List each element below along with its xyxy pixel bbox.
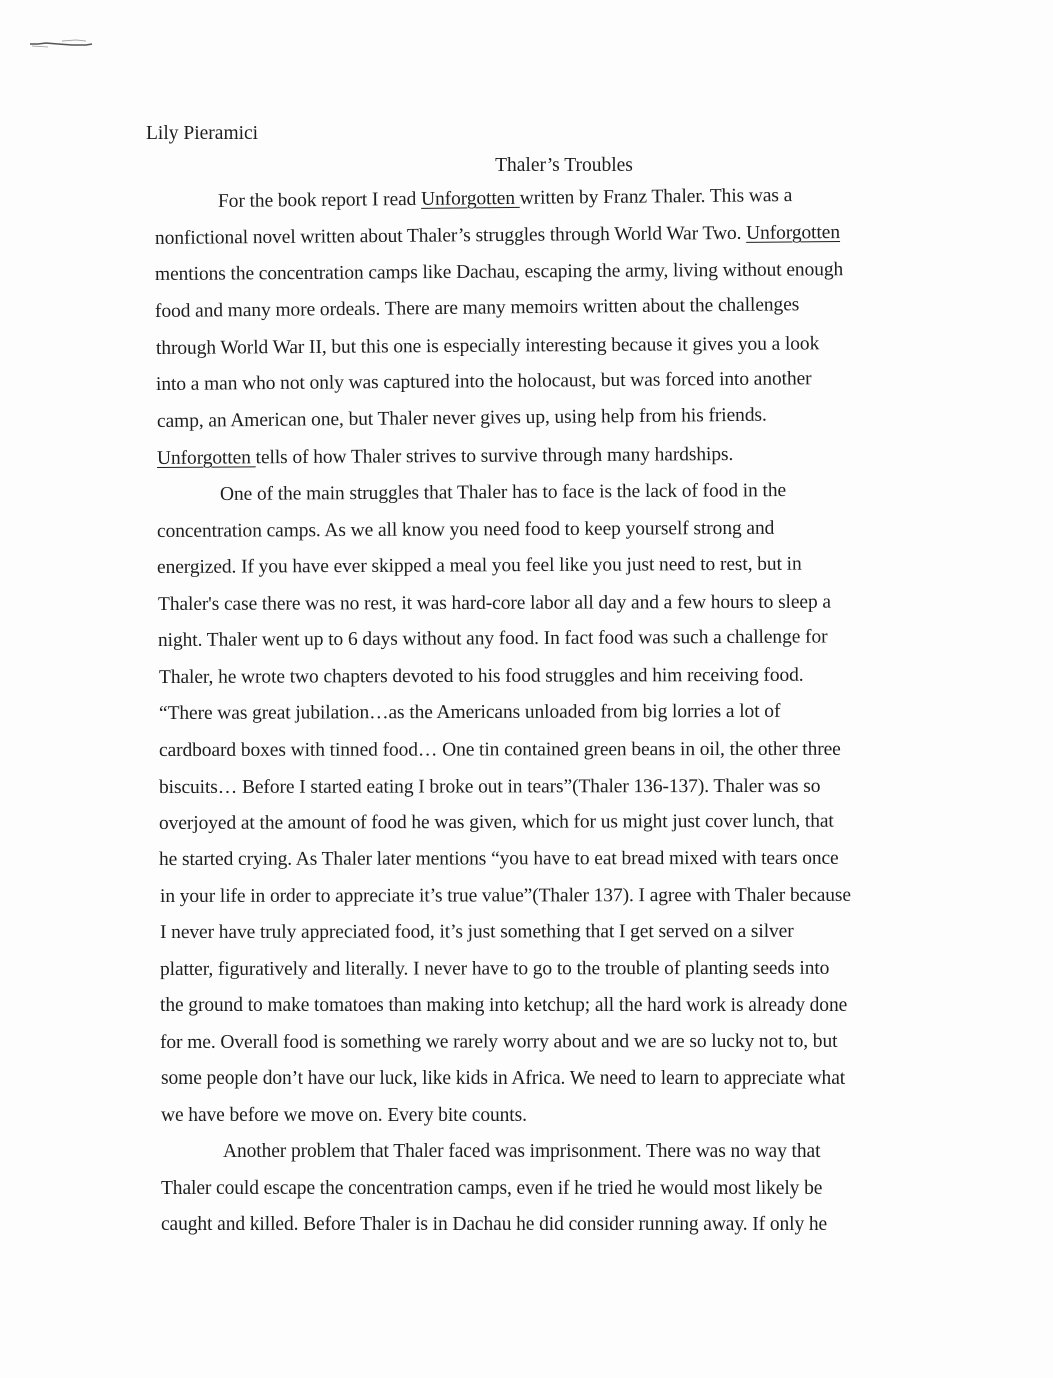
text-line [155, 258, 843, 287]
text-line [159, 738, 841, 763]
text-segment: night. Thaler went up to 6 days without any food. In fact food was such a challenge for [157, 626, 828, 651]
text-line [159, 810, 834, 836]
text-segment: biscuits… Before I started eating I broke out in tears”(Thaler 136-137). Thaler was so [158, 775, 821, 798]
text-segment: Thaler, he wrote two chapters devoted to his food struggles and him receiving food. [158, 664, 804, 688]
text-line [161, 1213, 827, 1237]
text-line [218, 184, 792, 214]
text-line [159, 775, 820, 800]
text-segment: for me. Overall food is something we rarely worry about and we are so lucky not to, but [159, 1030, 838, 1053]
author-name: Lily Pieramici [146, 123, 259, 144]
text-segment: “There was great jubilation…as the Americans unloaded from big lorries a lot of [158, 700, 781, 724]
text-line [161, 1177, 822, 1201]
text-line [161, 1067, 845, 1091]
text-line [160, 957, 829, 982]
text-line [160, 994, 847, 1018]
text-segment: food and many more ordeals. There are many memoirs written about the challenges [154, 294, 800, 322]
text-segment: tells of how Thaler strives to survive through many hardships. [255, 443, 734, 469]
text-line [157, 517, 774, 544]
text-line [159, 664, 804, 690]
text-segment: Another problem that Thaler faced was imprisonment. There was no way that [223, 1141, 821, 1162]
text-segment: some people don’t have our luck, like kids in Africa. We need to learn to appreciate what [161, 1068, 846, 1089]
text-segment: he started crying. As Thaler later mentions “you have to eat bread mixed with tears once [158, 847, 839, 870]
text-segment: the ground to make tomatoes than making into ketchup; all the hard work is already done [160, 995, 848, 1016]
text-line [155, 221, 840, 251]
text-segment: camp, an American one, but Thaler never gives up, using help from his friends. [156, 404, 767, 432]
text-segment: I never have truly appreciated food, it’s just something that I get served on a silver [159, 920, 794, 943]
text-segment: through World War II, but this one is especially interesting because it gives you a look [155, 333, 820, 359]
text-segment: nonfictional novel written about Thaler’s struggles through World War Two. [154, 222, 747, 249]
text-segment: energized. If you have ever skipped a meal you feel like you just need to rest, but in [156, 553, 802, 578]
underlined-book-title: Unforgotten [156, 447, 256, 469]
text-segment: mentions the concentration camps like Dachau, escaping the army, living without enough [154, 259, 844, 285]
text-line [156, 367, 812, 397]
text-segment: into a man who not only was captured into the holocaust, but was forced into another [155, 368, 812, 395]
text-segment: caught and killed. Before Thaler is in Dachau he did consider running away. If only he [161, 1214, 828, 1235]
text-segment: we have before we move on. Every bite counts. [161, 1105, 527, 1126]
text-segment: For the book report I read [217, 188, 422, 212]
text-segment: Thaler could escape the concentration camps, even if he tried he would most likely be [161, 1178, 823, 1199]
text-line [158, 625, 828, 653]
text-line [156, 332, 819, 361]
text-line [157, 443, 733, 471]
text-line [158, 591, 831, 617]
text-line [160, 884, 851, 909]
text-line [157, 404, 767, 434]
text-line [159, 700, 780, 726]
text-line [160, 920, 794, 945]
text-line [220, 479, 786, 507]
text-segment: cardboard boxes with tinned food… One tin contained green beans in oil, the other three [158, 738, 841, 761]
text-segment: concentration camps. As we all know you need food to keep yourself strong and [156, 517, 775, 542]
text-segment: Thaler's case there was no rest, it was hard-core labor all day and a few hours to sleep a [157, 591, 831, 615]
essay-title: Thaler’s Troubles [495, 155, 633, 176]
text-segment: in your life in order to appreciate it’s true value”(Thaler 137). I agree with Thaler because [159, 884, 851, 907]
text-line [161, 1104, 527, 1128]
text-line [160, 1030, 837, 1055]
text-segment: platter, figuratively and literally. I never have to go to the trouble of planting seeds into [159, 957, 830, 980]
text-segment: overjoyed at the amount of food he was given, which for us might just cover lunch, that [158, 810, 834, 834]
text-segment: written by Franz Thaler. This was a [519, 184, 793, 209]
scan-artifact-mark [28, 38, 94, 50]
text-line [159, 847, 839, 872]
underlined-book-title: Unforgotten [420, 187, 520, 210]
underlined-book-title: Unforgotten [746, 222, 841, 244]
text-line [223, 1140, 820, 1164]
text-segment: One of the main struggles that Thaler has to face is the lack of food in the [219, 480, 787, 505]
text-line [157, 553, 802, 580]
text-line [155, 293, 799, 324]
